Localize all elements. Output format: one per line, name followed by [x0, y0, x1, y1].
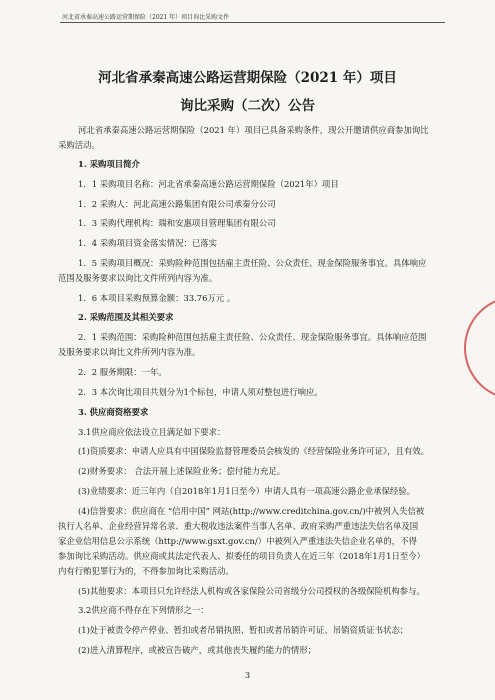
section-2-heading: 2. 采购范围及其相关要求	[78, 312, 174, 322]
requirement-performance: (3)业绩要求：近三年内（自2018年1月1日至今）申请人具有一项高速公路企业承保经验。	[78, 486, 415, 496]
item-2-3: 2．3 本次询比项目共划分为1个标包，申请人须对整包进行响应。	[78, 387, 323, 397]
item-1-6: 1．6 本项目采购预算金额：33.76万元 。	[78, 293, 236, 303]
requirement-financial: (2)财务要求： 合法开展上述保险业务；偿付能力充足。	[78, 466, 286, 476]
section-3-heading: 3. 供应商资格要求	[78, 407, 149, 417]
requirement-credit-line-2: 执行人名单、企业经营异常名录、重大税收违法案件当事人名单、政府采购严重违法失信名单及国	[58, 521, 419, 531]
page-number: 3	[244, 671, 251, 680]
requirement-credit-line-1: (4)信誉要求：供应商在 “信用中国” 网站(http://www.creditchina.gov.cn/)中被列入失信被	[78, 506, 425, 516]
item-1-1: 1．1 采购项目名称：河北省承秦高速公路运营期保险（2021年）项目	[78, 179, 339, 189]
document-subtitle: 询比采购（二次）公告	[180, 98, 315, 114]
item-2-1-line-1: 2．1 采购范围：采购险种范围包括雇主责任险、公众责任、现金保险服务事宜。具体响应范围	[78, 332, 427, 342]
document-title: 河北省承秦高速公路运营期保险（2021 年）项目	[98, 70, 397, 86]
item-1-2: 1．2 采购人：河北高速公路集团有限公司承秦分公司	[78, 199, 276, 209]
item-2-1-line-2: 及服务要求以询比文件所列内容为准。	[58, 347, 201, 357]
item-3-1: 3.1供应商应依法设立且满足如下要求：	[78, 427, 226, 437]
intro-line-2: 采购活动。	[58, 140, 100, 150]
requirement-credit-line-3: 家企业信用信息公示系统（http://www.gsxt.gov.cn/）中被列入严重违法失信企业名单的，不得	[58, 536, 417, 546]
header-divider	[60, 22, 445, 23]
item-1-5-line-1: 1．5 采购项目概况：采购险种范围包括雇主责任险、公众责任、现金保险服务事宜。具体响应	[78, 258, 427, 268]
requirement-qualification: (1)资质要求：申请人应具有中国保险监督管理委员会核发的《经营保险业务许可证》，且有效。	[78, 446, 430, 456]
exclusion-1: (1)处于被责令停产停业、暂扣或者吊销执照、暂扣或者吊销许可证、吊销资质证书状态；	[78, 625, 409, 635]
intro-line-1: 河北省承秦高速公路运营期保险（2021 年）项目已具备采购条件，现公开邀请供应商参加询比	[78, 125, 429, 135]
section-1-heading: 1. 采购项目简介	[78, 159, 140, 169]
item-3-2: 3.2供应商不得存在下列情形之一：	[78, 605, 209, 615]
requirement-other: (5)其他要求：本项目只允许经法人机构或各家保险公司省级分公司授权的各级保险机构参与。	[78, 586, 425, 596]
exclusion-2: (2)进入清算程序，或被宣告破产，或其他丧失履约能力的情形；	[78, 645, 316, 655]
item-1-5-line-2: 范围及服务要求以询比文件所列内容为准。	[58, 273, 218, 283]
requirement-credit-line-5: 内有行贿犯罪行为的，不得参加询比采购活动。	[58, 566, 234, 576]
item-1-4: 1．4 采购项目资金落实情况：已落实	[78, 238, 217, 248]
red-seal-stamp	[464, 296, 495, 400]
item-1-3: 1．3 采购代理机构：瑞和安惠项目管理集团有限公司	[78, 218, 276, 228]
running-header: 河北省承秦高速公路运营期保险（2021 年）项目询比采购文件	[62, 14, 230, 21]
item-2-2: 2．2 服务期限：一年。	[78, 367, 167, 377]
requirement-credit-line-4: 参加询比采购活动。供应商或其法定代表人、拟委任的项目负责人在近三年（2018年1月1日至今）	[58, 551, 425, 561]
